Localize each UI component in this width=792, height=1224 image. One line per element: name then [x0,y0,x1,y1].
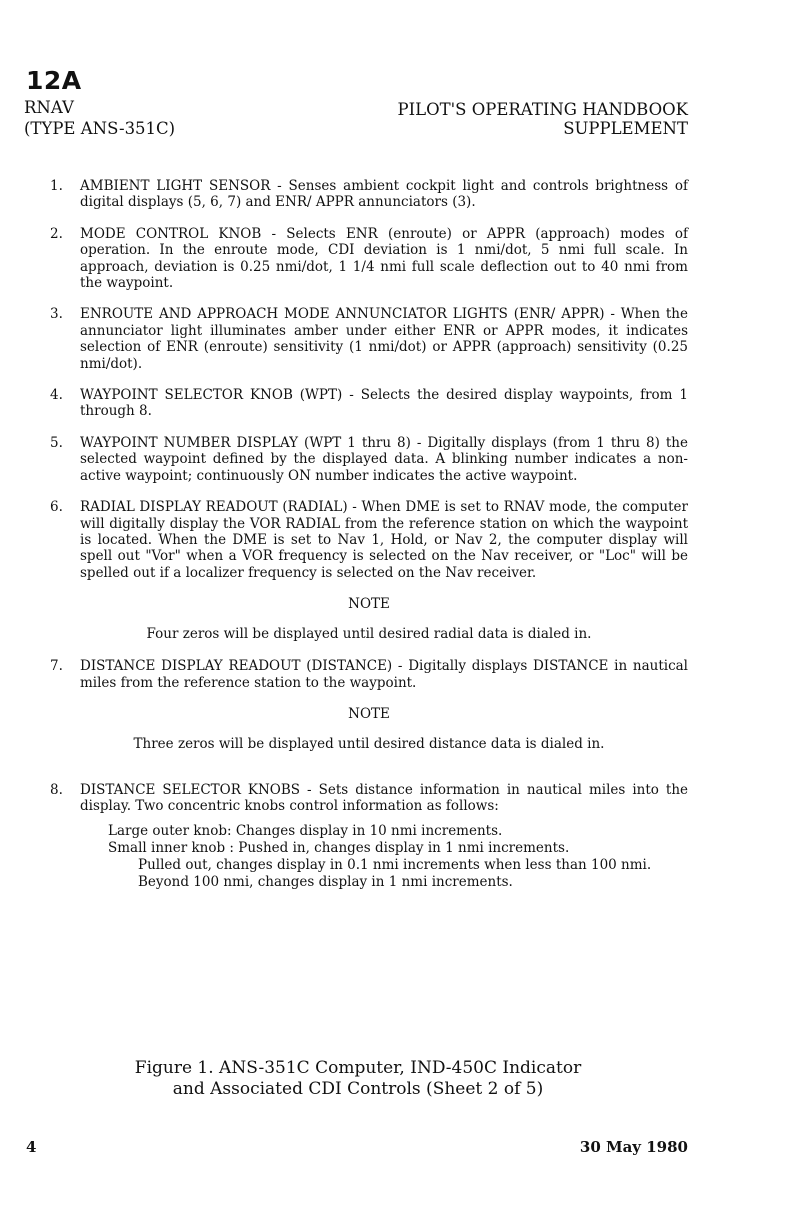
header-rnav: RNAV [24,98,74,117]
item-number: 6. [50,499,63,516]
caption-line-2: and Associated CDI Controls (Sheet 2 of 5) [172,1079,544,1099]
note-text: Four zeros will be displayed until desired radial data is dialed in. [146,626,592,643]
caption-line-1: Figure 1. ANS-351C Computer, IND-450C Indicator [134,1058,582,1078]
note-heading: NOTE [348,596,390,613]
header-supplement: SUPPLEMENT [563,119,688,138]
pulled-out-detail: Pulled out, changes display in 0.1 nmi increments when less than 100 nmi. [138,856,652,873]
inner-knob-detail: Small inner knob : Pushed in, changes display in 1 nmi increments. [108,839,570,856]
item-number: 5. [50,434,63,451]
item-text: WAYPOINT NUMBER DISPLAY (WPT 1 thru 8) - Digitally displays (from 1 thru 8) the selected waypoint defined by the displayed data. A blinking number indicates a non-active waypoint; continuously ON number indicates the active waypoint. [80,434,688,484]
header-left [24,97,175,139]
knob-details [80,823,688,891]
list-item [50,658,688,691]
header-right [398,100,688,138]
figure-caption [0,1058,716,1100]
item-number: 8. [50,781,63,798]
header-type: (TYPE ANS-351C) [24,119,176,138]
item-list [50,178,688,891]
list-item [50,306,688,372]
page-number: 4 [26,1138,37,1156]
item-number: 7. [50,658,63,675]
item-text: AMBIENT LIGHT SENSOR - Senses ambient cockpit light and controls brightness of digital displays (5, 6, 7) and ENR/ APPR annunciators (3). [80,178,688,211]
item-number: 2. [50,225,63,242]
item-number: 3. [50,306,63,323]
item-text: RADIAL DISPLAY READOUT (RADIAL) - When DME is set to RNAV mode, the computer will digitally display the VOR RADIAL from the reference station on which the waypoint is located. When the DME is set to Nav 1, Hold, or Nav 2, the computer display will spell out "Vor" when a VOR frequency is selected on the Nav receiver, or "Loc" will be spelled out if a localizer frequency is selected on the Nav receiver. [80,499,688,581]
outer-knob-detail: Large outer knob: Changes display in 10 nmi increments. [108,822,503,839]
beyond-100-detail: Beyond 100 nmi, changes display in 1 nmi increments. [138,873,513,890]
page-date: 30 May 1980 [579,1138,688,1156]
item-text: DISTANCE SELECTOR KNOBS - Sets distance information in nautical miles into the display. Two concentric knobs control information as follows: [80,781,688,815]
list-item [50,435,688,484]
list-item [50,178,688,211]
item-text: ENROUTE AND APPROACH MODE ANNUNCIATOR LIGHTS (ENR/ APPR) - When the annunciator light illuminates amber under either ENR or APPR modes, it indicates selection of ENR (enroute) sensitivity (1 nmi/dot) or APPR (approach) sensitivity (0.25 nmi/dot). [80,306,688,372]
item-text: WAYPOINT SELECTOR KNOB (WPT) - Selects the desired display waypoints, from 1 through 8. [80,387,688,420]
item-text: MODE CONTROL KNOB - Selects ENR (enroute) or APPR (approach) modes of operation. In the enroute mode, CDI deviation is 1 nmi/dot, 5 nmi full scale. In approach, deviation is 0.25 nmi/dot, 1 1/4 nmi full scale deflection out to 40 nmi from the waypoint. [80,225,688,292]
note-text: Three zeros will be displayed until desired distance data is dialed in. [133,735,605,752]
item-text: DISTANCE DISPLAY READOUT (DISTANCE) - Digitally displays DISTANCE in nautical miles from the reference station to the waypoint. [80,658,688,691]
section-number: 12A [26,66,82,95]
list-item [50,226,688,292]
list-item [50,387,688,420]
note-heading: NOTE [348,705,390,722]
list-item [50,499,688,581]
header-handbook-title: PILOT'S OPERATING HANDBOOK [397,100,688,119]
item-number: 1. [50,178,63,194]
item-number: 4. [50,387,63,404]
list-item [50,782,688,815]
